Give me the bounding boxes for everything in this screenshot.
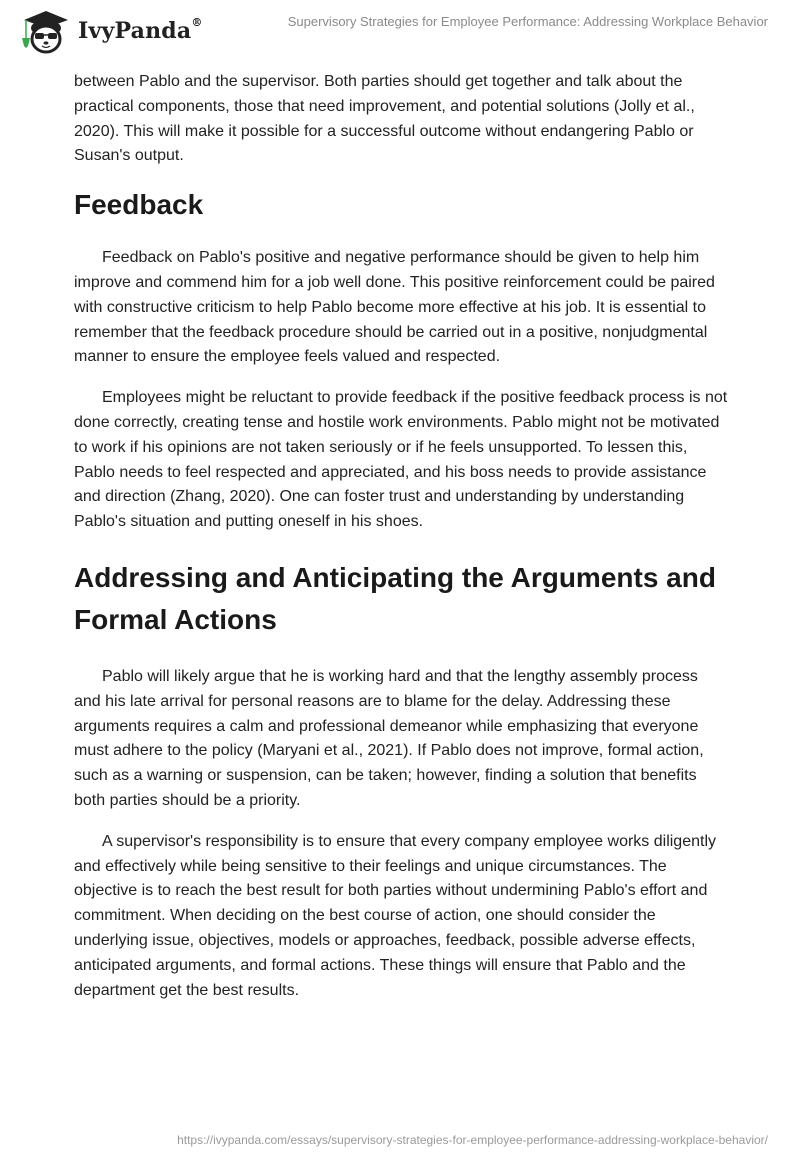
section-heading-feedback: Feedback xyxy=(74,189,204,221)
document-title: Supervisory Strategies for Employee Performance: Addressing Workplace Behavior xyxy=(287,14,768,29)
page-header xyxy=(0,0,800,56)
paragraph: A supervisor's responsibility is to ensure that every company employee works diligently and effectively while being sensitive to their feelings and unique circumstances. The objective is to reach the best result for both parties without undermining Pablo's effort and commitment. When deciding on the best course of action, one should consider the underlying issue, objectives, models or approaches, feedback, possible adverse effects, anticipated arguments, and formal actions. These things will ensure that Pablo and the department get the best results. xyxy=(74,832,716,999)
paragraph: Pablo will likely argue that he is working hard and that the lengthy assembly process and his late arrival for personal reasons are to blame for the delay. Addressing these arguments requires a calm and professional demeanor while emphasizing that everyone must adhere to the policy (Maryani et al., 2021). If Pablo does not improve, formal action, such as a warning or suspension, can be taken; however, finding a solution that benefits both parties should be a priority. xyxy=(74,667,704,809)
intro-paragraph: between Pablo and the supervisor. Both parties should get together and talk about the practical components, those that need improvement, and potential solutions (Jolly et al., 2020). This will make it possible for a successful outcome without endangering Pablo or Susan's output. xyxy=(74,73,695,165)
panda-graduate-icon xyxy=(16,8,76,54)
paragraph: Feedback on Pablo's positive and negative performance should be given to help him improve and commend him for a job well done. This positive reinforcement could be paired with constructive criticism to help Pablo become more effective at his job. It is essential to remember that the feedback procedure should be carried out in a positive, nonjudgmental manner to ensure the employee feels valued and respected. xyxy=(74,249,715,366)
paragraph: Employees might be reluctant to provide feedback if the positive feedback process is not done correctly, creating tense and hostile work environments. Pablo might not be motivated to work if his opinions are not taken seriously or if he feels unsupported. To lessen this, Pablo needs to feel respected and appreciated, and his boss needs to provide assistance and direction (Zhang, 2020). One can foster trust and understanding by understanding Pablo's situation and putting oneself in his shoes. xyxy=(74,389,728,531)
section-heading-arguments: Addressing and Anticipating the Arguments and Formal Actions xyxy=(74,561,716,635)
logo-text: IvyPanda® xyxy=(78,16,203,44)
source-url[interactable]: https://ivypanda.com/essays/supervisory-strategies-for-employee-performance-addressing-workplace-behavior/ xyxy=(177,1133,768,1147)
ivypanda-logo[interactable] xyxy=(16,8,203,54)
essay-content xyxy=(74,70,728,1003)
